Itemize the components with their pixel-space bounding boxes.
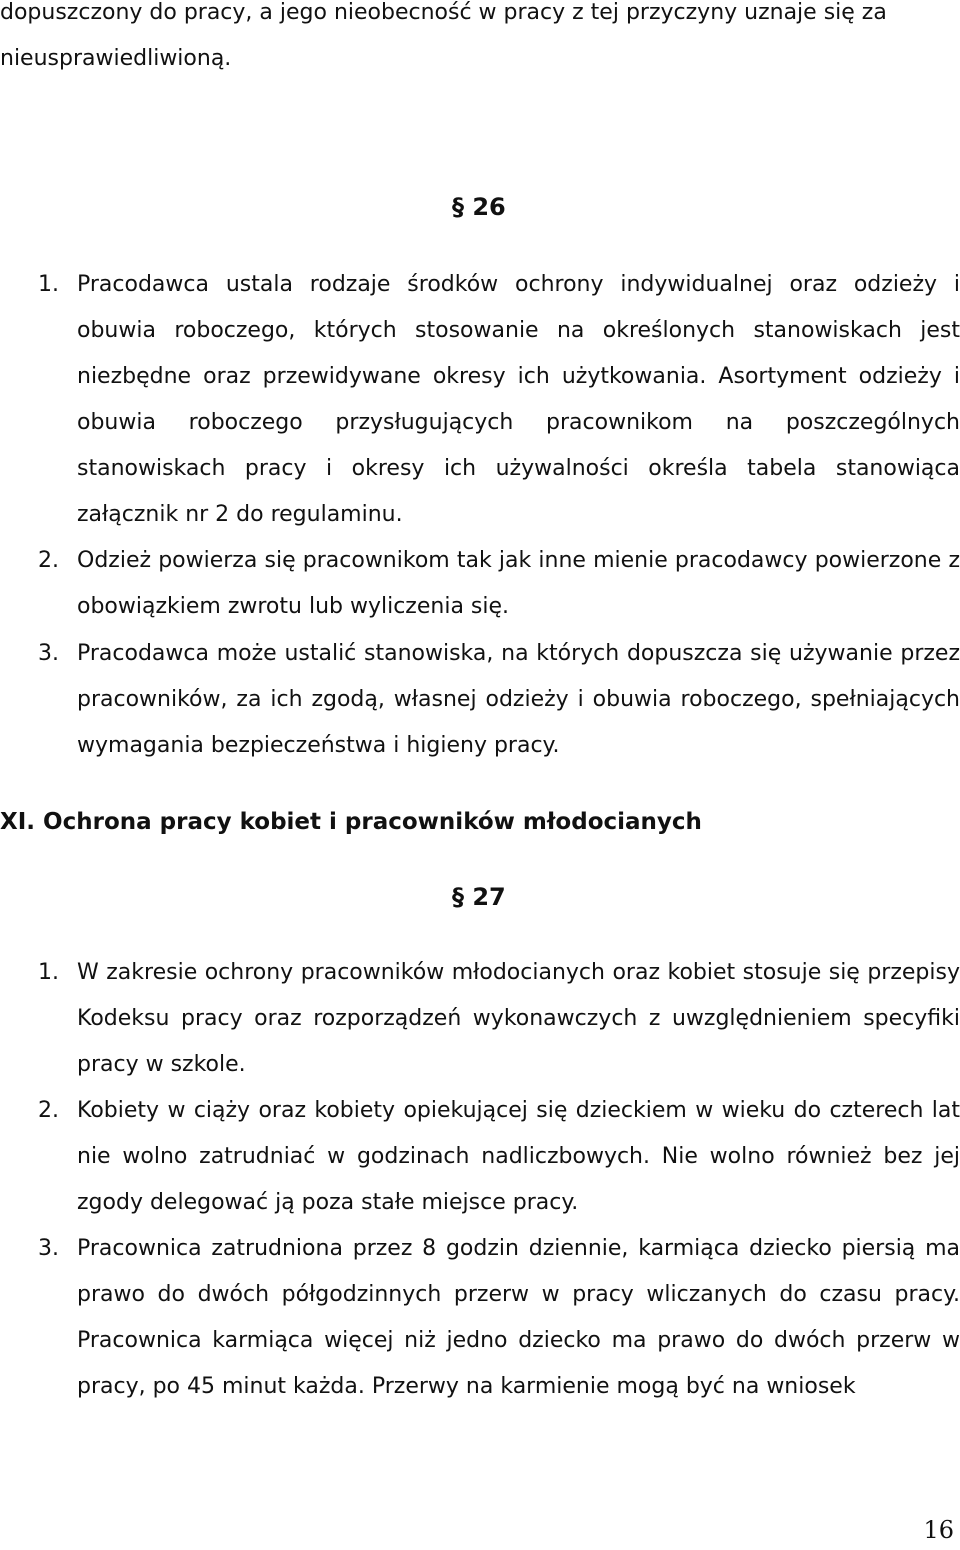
section-26-item-3 xyxy=(0,631,960,769)
section-26-item-1 xyxy=(0,262,960,538)
item-number: 2. xyxy=(38,548,59,573)
section-26-item-2 xyxy=(0,538,960,630)
section-27-item-2 xyxy=(0,1088,960,1226)
item-text: Kobiety w ciąży oraz kobiety opiekującej się dzieckiem w wieku do czterech lat nie wolno zatrudniać w godzinach nadliczbowych. Nie wolno również bez jej zgody delegować ją poza stałe miejsce pracy. xyxy=(77,1098,960,1215)
item-number: 3. xyxy=(38,1236,59,1261)
section-27-item-1 xyxy=(0,950,960,1088)
section-27-item-3 xyxy=(0,1226,960,1410)
section-26-heading: § 26 xyxy=(452,193,506,221)
item-text: Pracodawca ustala rodzaje środków ochrony indywidualnej oraz odzieży i obuwia roboczego, których stosowanie na określonych stanowiskach jest niezbędne oraz przewidywane okresy ich użytkowania. Asortyment odzieży i obuwia roboczego przysługujących pracownikom na poszczególnych stanowiskach pracy i okresy ich używalności określa tabela stanowiąca załącznik nr 2 do regulaminu. xyxy=(77,272,960,527)
intro-paragraph: dopuszczony do pracy, a jego nieobecność w pracy z tej przyczyny uznaje się za nieusprawiedliwioną. xyxy=(0,0,887,71)
item-number: 1. xyxy=(38,272,59,297)
page-number: 16 xyxy=(923,1516,954,1544)
item-text: Pracownica zatrudniona przez 8 godzin dziennie, karmiąca dziecko piersią ma prawo do dwóch półgodzinnych przerw w pracy wliczanych do czasu pracy. Pracownica karmiąca więcej niż jedno dziecko ma prawo do dwóch przerw w pracy, po 45 minut każda. Przerwy na karmienie mogą być na wniosek xyxy=(77,1236,960,1399)
item-number: 3. xyxy=(38,641,59,666)
item-number: 1. xyxy=(38,960,59,985)
chapter-heading: XI. Ochrona pracy kobiet i pracowników młodocianych xyxy=(0,809,702,835)
item-text: Pracodawca może ustalić stanowiska, na których dopuszcza się używanie przez pracowników, za ich zgodą, własnej odzieży i obuwia roboczego, spełniających wymagania bezpieczeństwa i higieny pracy. xyxy=(77,641,960,758)
item-text: W zakresie ochrony pracowników młodocianych oraz kobiet stosuje się przepisy Kodeksu pracy oraz rozporządzeń wykonawczych z uwzględnieniem specyfiki pracy w szkole. xyxy=(77,960,960,1077)
item-text: Odzież powierza się pracownikom tak jak inne mienie pracodawcy powierzone z obowiązkiem zwrotu lub wyliczenia się. xyxy=(77,548,960,619)
item-number: 2. xyxy=(38,1098,59,1123)
section-27-heading: § 27 xyxy=(452,883,506,911)
